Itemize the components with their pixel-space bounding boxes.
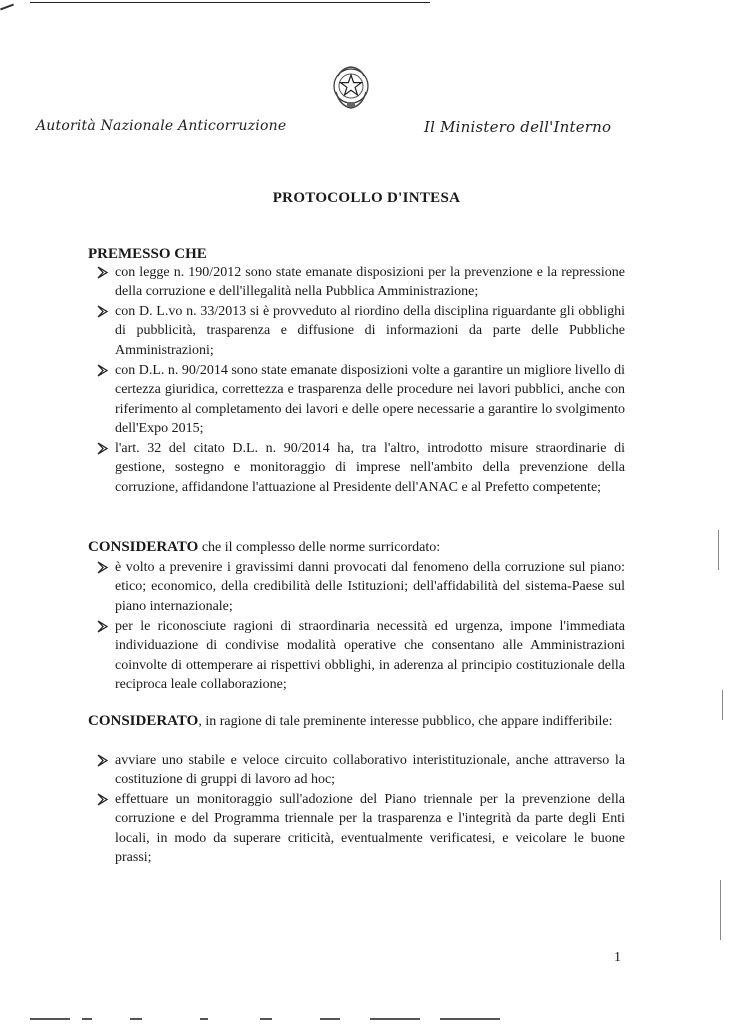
- header-left-authority: Autorità Nazionale Anticorruzione: [36, 118, 287, 134]
- arrow-bullet-icon: [95, 558, 109, 577]
- considerato-heading-2: [88, 712, 643, 731]
- list-item: avviare uno stabile e veloce circuito collaborativo interistituzionale, anche attraverso la costituzione di gruppi di lavoro ad hoc;: [115, 751, 625, 790]
- arrow-bullet-icon: [95, 439, 109, 458]
- header-right-authority: Il Ministero dell'Interno: [424, 118, 612, 136]
- list-item: con legge n. 190/2012 sono state emanate disposizioni per la prevenzione e la repressione della corruzione e dell'illegalità nella Pubblica Amministrazione;: [115, 263, 625, 302]
- scan-bottom-marks: [30, 1018, 510, 1022]
- list-item: con D.L. n. 90/2014 sono state emanate disposizioni volte a garantire un migliore livello di certezza giuridica, correttezza e trasparenza delle procedure nei lavori pubblici, anche con riferimento al completamento dei lavori e delle opere necessarie a garantire lo svolgimento dell'Expo 2015;: [115, 361, 625, 438]
- document-title: PROTOCOLLO D'INTESA: [272, 190, 461, 206]
- list-item: è volto a prevenire i gravissimi danni provocati dal fenomeno della corruzione sul piano: etico; economico, della credibilità delle Istituzioni; dell'affidabilità del sistema-Paese sul piano internazionale;: [115, 558, 625, 616]
- italian-republic-emblem-icon: [330, 62, 372, 112]
- arrow-bullet-icon: [95, 361, 109, 380]
- considerato-heading-1: [88, 538, 643, 557]
- considerato-keyword: CONSIDERATO: [88, 539, 199, 555]
- list-item: con D. L.vo n. 33/2013 si è provveduto al riordino della disciplina riguardante gli obblighi di pubblicità, trasparenza e diffusione di informazioni da parte delle Pubbliche Amministrazioni;: [115, 302, 625, 360]
- considerato-heading-text: , in ragione di tale preminente interesse pubblico, che appare indifferibile:: [198, 714, 613, 729]
- page-number: 1: [614, 950, 621, 965]
- considerato-heading-text: che il complesso delle norme surricordato:: [198, 540, 441, 555]
- list-item: effettuare un monitoraggio sull'adozione del Piano triennale per la prevenzione della corruzione e del Programma triennale per la trasparenza e l'integrità da parte degli Enti locali, in modo da superare criticità, eventualmente verificatesi, e veicolare le buone prassi;: [115, 790, 625, 867]
- arrow-bullet-icon: [95, 790, 109, 809]
- arrow-bullet-icon: [95, 617, 109, 636]
- scan-corner-mark: [0, 4, 14, 11]
- arrow-bullet-icon: [95, 302, 109, 321]
- arrow-bullet-icon: [95, 751, 109, 770]
- considerato-keyword: CONSIDERATO: [88, 713, 199, 729]
- list-item: per le riconosciute ragioni di straordinaria necessità ed urgenza, impone l'immediata individuazione di condivise modalità operative che consentano alle Amministrazioni coinvolte di ottemperare ai rispettivi obblighi, in aderenza al principio costituzionale della reciproca leale collaborazione;: [115, 617, 625, 694]
- arrow-bullet-icon: [95, 263, 109, 282]
- list-item: l'art. 32 del citato D.L. n. 90/2014 ha, tra l'altro, introdotto misure straordinarie di gestione, sostegno e monitoraggio di imprese nell'ambito della prevenzione della corruzione, affidandone l'attuazione al Presidente dell'ANAC e al Prefetto competente;: [115, 439, 625, 497]
- premesso-heading: PREMESSO CHE: [88, 246, 207, 262]
- scan-edge-line: [30, 2, 430, 3]
